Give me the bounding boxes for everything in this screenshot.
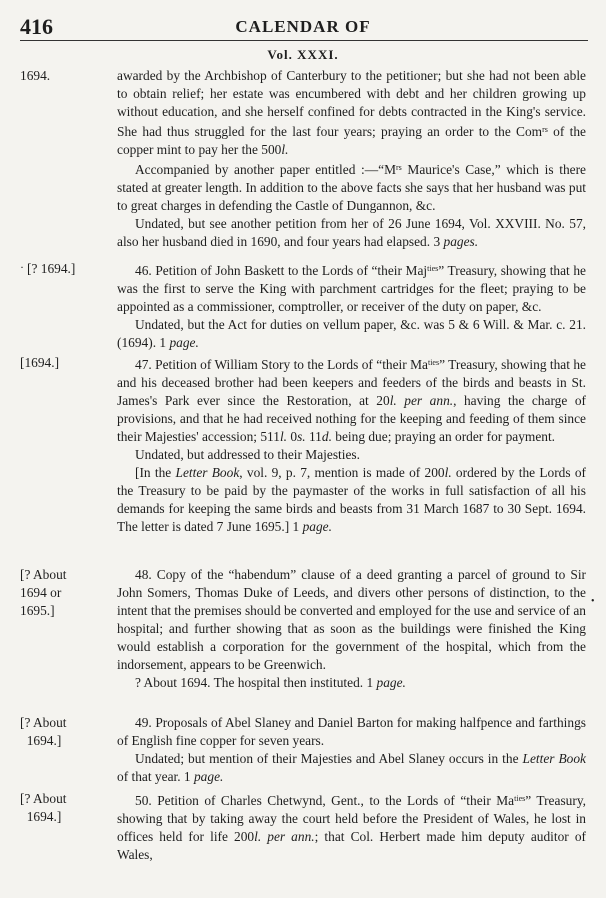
entry-paragraph: 47. Petition of William Story to the Lords of “their $Ma^{ties}$” Treasury, showing that he and his deceased brother had been keepers and feeders of the birds and beasts in St. James's Park ever since the Restoration, at 20l. per ann., having the charge of provisions, and that he had received nothing for the keeping and feeding of them since their Majesties' accession; 511l. 0s. 11d. being due; praying an order for payment. [117,357,586,444]
entry-paragraph: 50. Petition of Charles Chetwynd, Gent., to the Lords of “their $Ma^{ties}$” Treasury, showing that by taking away the court held before the President of Wales, he lost in offices held for life 200l. per ann.; that Col. Herbert made him deputy auditor of Wales, [117,793,586,862]
running-header [0,14,606,40]
entry-paragraph: Accompanied by another paper entitled $:—“M^{rs}$ Maurice's Case,” which is there stated at greater length. In addition to the above facts she says that her husband was put to great charges in defending the Castle of Dungannon, &c. [117,162,586,213]
entry-paragraph: Undated, but see another petition from her of 26 June 1694, Vol. XXVIII. No. 57, also her husband died in 1690, and four years had elapsed. 3 pages. [117,216,586,249]
entry-continuation-1694 [117,67,586,251]
page-number: 416 [20,14,53,39]
entry-47 [117,354,586,536]
header-rule [20,40,588,41]
margin-mark: · [20,260,24,274]
volume-label: Vol. XXXI. [267,47,339,62]
entry-paragraph: [In the Letter Book, vol. 9, p. 7, mention is made of 200l. ordered by the Lords of the Treasury to be paid by the paymaster of the works in full satisfaction of all his demands for keeping the same birds and beasts from 31 March 1687 to 30 Sept. 1694. The letter is dated 7 June 1695.] 1 page. [117,465,587,534]
entry-paragraph: 49. Proposals of Abel Slaney and Daniel Barton for making halfpence and farthings of English fine copper for seven years. [117,715,586,748]
entry-50 [117,790,586,864]
margin-date: [1694.] [20,355,60,370]
entry-46 [117,260,586,352]
margin-date: [? 1694.] [27,261,76,276]
margin-mark: • [591,596,595,607]
margin-date: [? About 1694 or 1695.] [20,567,67,618]
margin-date: [? About 1694.] [20,715,67,748]
entry-49 [117,714,586,786]
entry-paragraph: 46. Petition of John Baskett to the Lords of “their Maj$^{ties}$” Treasury, showing that he was the first to serve the King with parchment cartridges for the fleet; praying to be appointed as a commissioner, comptroller, or receiver of the duty on paper, &c. [117,263,587,314]
entry-paragraph: 48. Copy of the “habendum” clause of a deed granting a parcel of ground to Sir John Somers, Thomas Duke of Leeds, and divers other persons of distinction, to the intent that the premises should be converted and employed for the use and service of an hospital; and further showing that as soon as the buildings were finished the King would establish a corporation for the government of the hospital, which from the indorsement, appears to be Greenwich. [117,567,586,672]
entry-paragraph: Undated; but mention of their Majesties and Abel Slaney occurs in the Letter Book of that year. 1 page. [117,751,586,784]
entry-paragraph: Undated, but addressed to their Majesties. [135,447,360,462]
entry-48 [117,566,586,692]
margin-date: [? About 1694.] [20,791,67,824]
running-title: CALENDAR OF [235,17,371,36]
entry-paragraph: ? About 1694. The hospital then instituted. 1 page. [135,675,406,690]
margin-date: 1694. [20,68,51,83]
entry-paragraph: awarded by the Archbishop of Canterbury to the petitioner; but she had not been able to obtain relief; her estate was encumbered with debt and her children growing up without education, and she herself confined for debts contracted in the King's service. She had thus struggled for the last four years; praying an order to the Com$^{rs}$ of the copper mint to pay her the 500l. [117,68,586,157]
entry-paragraph: Undated, but the Act for duties on vellum paper, &c. was 5 & 6 Will. & Mar. c. 21. (1694). 1 page. [117,317,586,350]
